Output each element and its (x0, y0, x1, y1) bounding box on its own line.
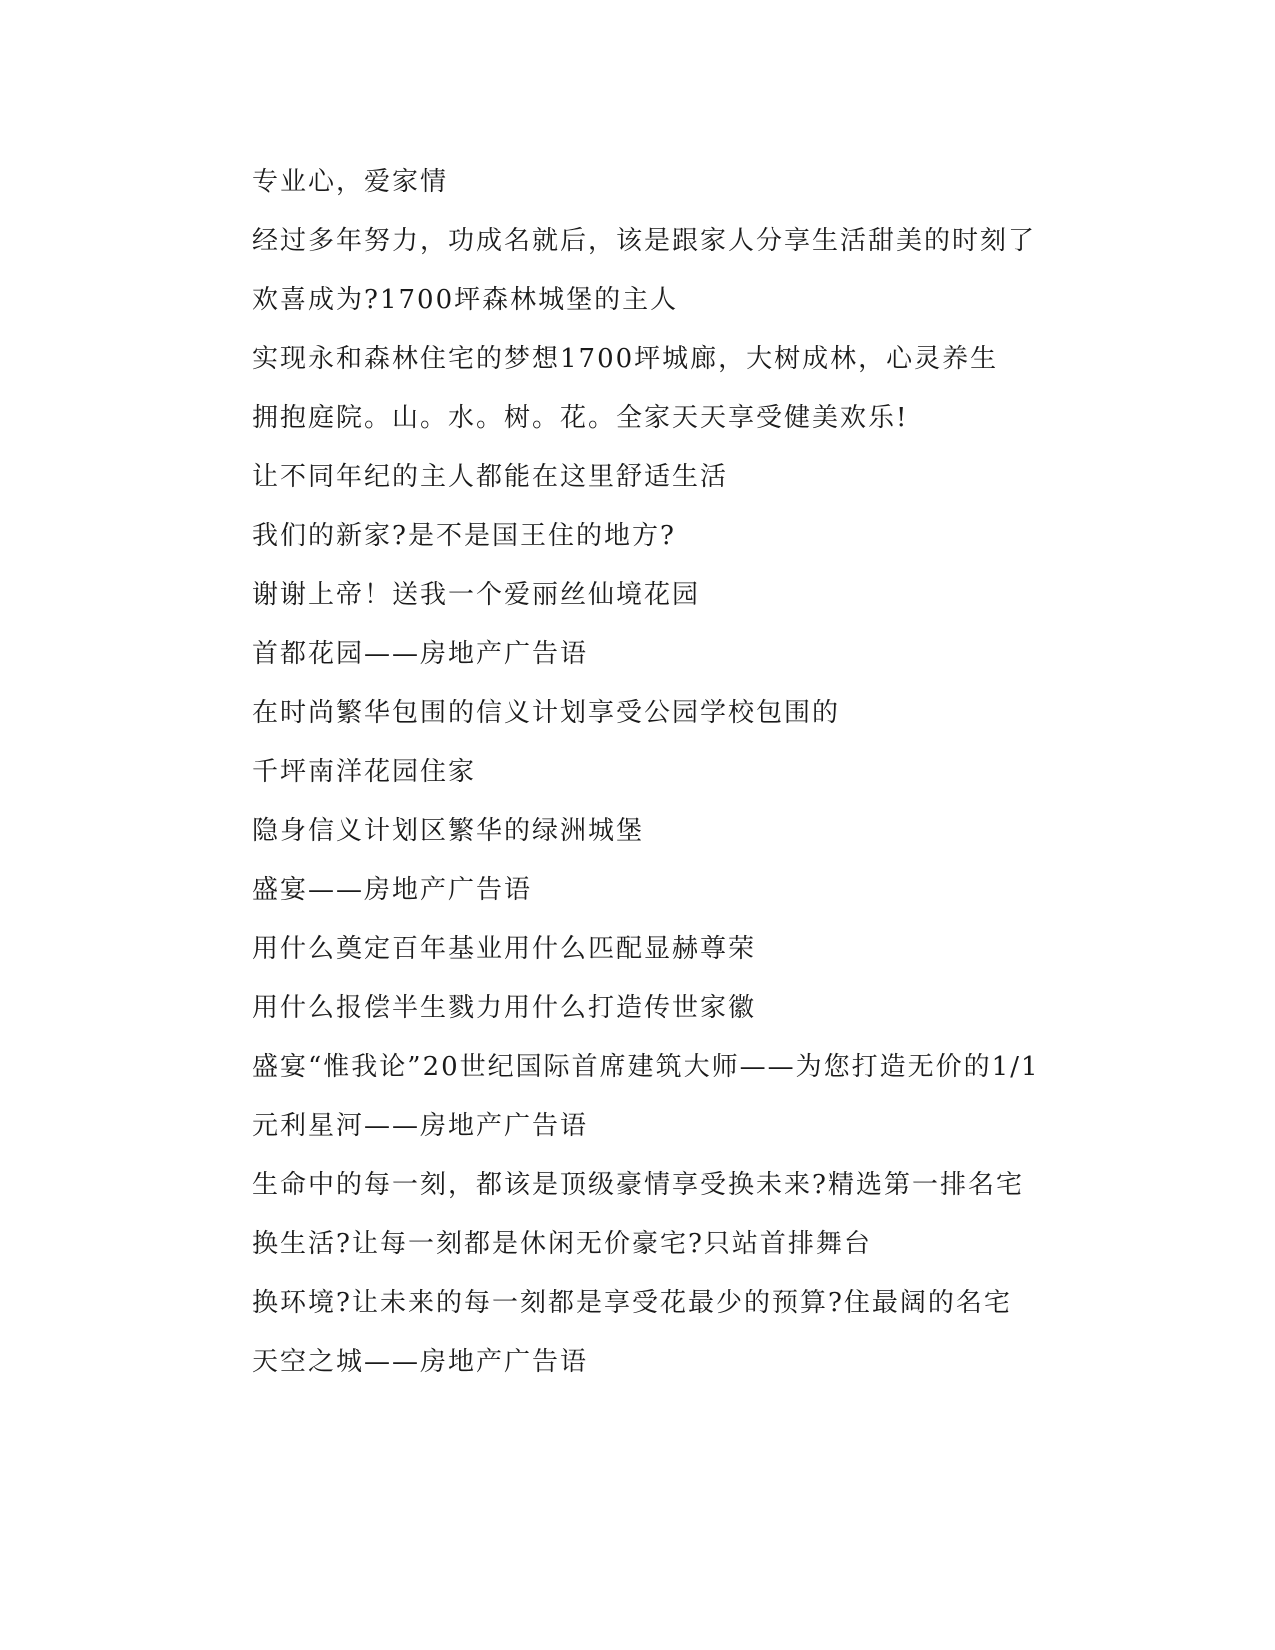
text-line: 盛宴“惟我论”20世纪国际首席建筑大师——为您打造无价的1/1 (252, 1052, 1040, 1082)
text-line: 实现永和森林住宅的梦想1700坪城廊，大树成林，心灵养生 (252, 344, 999, 374)
section-title: 首都花园——房地产广告语 (252, 639, 589, 669)
section-title: 天空之城——房地产广告语 (252, 1347, 589, 1377)
text-line: 换环境?让未来的每一刻都是享受花最少的预算?住最阔的名宅 (252, 1288, 1012, 1318)
text-line: 我们的新家?是不是国王住的地方? (252, 521, 676, 551)
document-body (252, 160, 1052, 1399)
text-line: 用什么奠定百年基业用什么匹配显赫尊荣 (252, 934, 757, 964)
text-line: 经过多年努力，功成名就后，该是跟家人分享生活甜美的时刻了 (252, 226, 1037, 256)
text-line: 让不同年纪的主人都能在这里舒适生活 (252, 462, 729, 492)
section-title: 元利星河——房地产广告语 (252, 1111, 589, 1141)
text-line: 专业心，爱家情 (252, 167, 449, 197)
text-line: 生命中的每一刻，都该是顶级豪情享受换未来?精选第一排名宅 (252, 1170, 1024, 1200)
text-line: 用什么报偿半生戮力用什么打造传世家徽 (252, 993, 757, 1023)
text-line: 在时尚繁华包围的信义计划享受公园学校包围的 (252, 698, 841, 728)
text-line: 隐身信义计划区繁华的绿洲城堡 (252, 816, 645, 846)
text-line: 谢谢上帝！送我一个爱丽丝仙境花园 (252, 580, 701, 610)
text-line: 换生活?让每一刻都是休闲无价豪宅?只站首排舞台 (252, 1229, 872, 1259)
text-line: 拥抱庭院。山。水。树。花。全家天天享受健美欢乐! (252, 403, 909, 433)
text-line: 千坪南洋花园住家 (252, 757, 477, 787)
text-line: 欢喜成为?1700坪森林城堡的主人 (252, 285, 679, 315)
section-title: 盛宴——房地产广告语 (252, 875, 533, 905)
